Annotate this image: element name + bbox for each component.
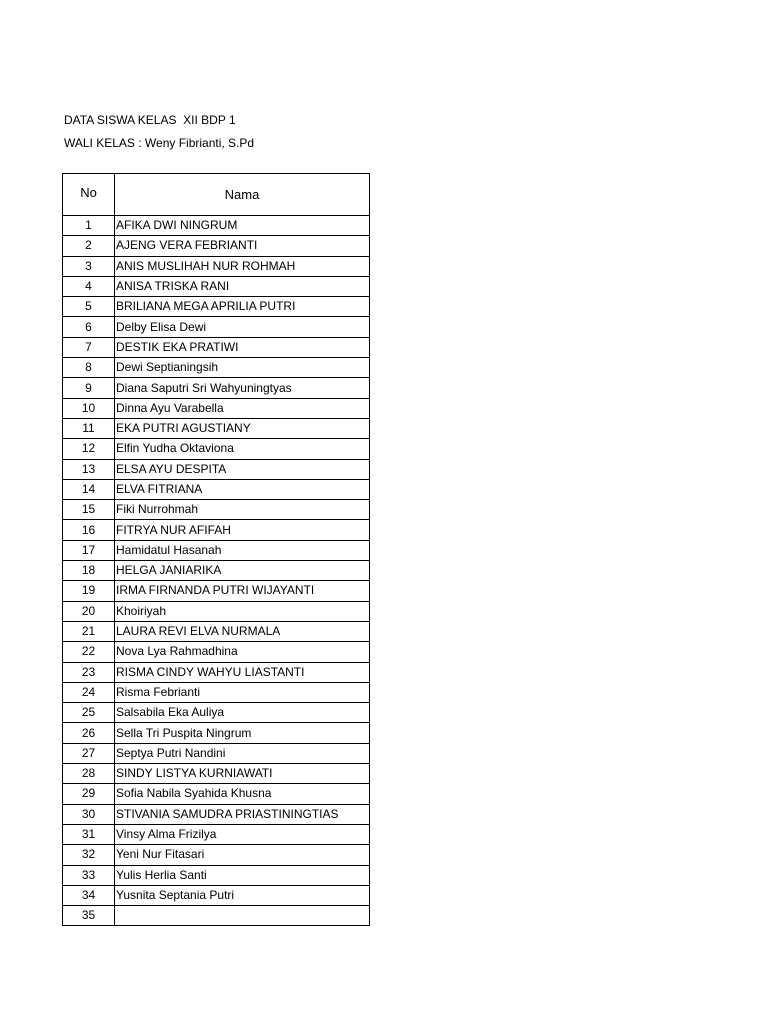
row-number-cell: 19 (63, 581, 115, 601)
student-name-cell: Sella Tri Puspita Ningrum (115, 723, 370, 743)
student-name-cell: Hamidatul Hasanah (115, 540, 370, 560)
row-number-cell: 30 (63, 804, 115, 824)
row-number-cell: 32 (63, 845, 115, 865)
row-number-cell: 31 (63, 824, 115, 844)
row-number-cell: 10 (63, 398, 115, 418)
table-row (63, 723, 370, 743)
row-number-cell: 25 (63, 703, 115, 723)
row-number-cell: 34 (63, 885, 115, 905)
table-row (63, 642, 370, 662)
student-name-cell: BRILIANA MEGA APRILIA PUTRI (115, 297, 370, 317)
row-number-cell: 3 (63, 256, 115, 276)
row-number-cell: 35 (63, 906, 115, 926)
table-row (63, 256, 370, 276)
student-name-cell: DESTIK EKA PRATIWI (115, 337, 370, 357)
student-name-cell: Yulis Herlia Santi (115, 865, 370, 885)
student-name-cell: Yeni Nur Fitasari (115, 845, 370, 865)
row-number-cell: 26 (63, 723, 115, 743)
row-number-cell: 8 (63, 358, 115, 378)
table-row (63, 906, 370, 926)
row-number-cell: 9 (63, 378, 115, 398)
student-name-cell: Fiki Nurrohmah (115, 500, 370, 520)
table-row (63, 540, 370, 560)
student-name-cell: FITRYA NUR AFIFAH (115, 520, 370, 540)
row-number-cell: 24 (63, 682, 115, 702)
table-row (63, 358, 370, 378)
student-name-cell: Septya Putri Nandini (115, 743, 370, 763)
student-name-cell: EKA PUTRI AGUSTIANY (115, 418, 370, 438)
table-row (63, 865, 370, 885)
row-number-cell: 20 (63, 601, 115, 621)
student-name-cell: Vinsy Alma Frizilya (115, 824, 370, 844)
row-number-cell: 11 (63, 418, 115, 438)
table-row (63, 682, 370, 702)
table-row (63, 520, 370, 540)
student-name-cell: SINDY LISTYA KURNIAWATI (115, 764, 370, 784)
student-name-cell: Yusnita Septania Putri (115, 885, 370, 905)
row-number-cell: 13 (63, 459, 115, 479)
student-name-cell: ANIS MUSLIHAH NUR ROHMAH (115, 256, 370, 276)
row-number-cell: 5 (63, 297, 115, 317)
table-row (63, 216, 370, 236)
row-number-cell: 33 (63, 865, 115, 885)
student-name-cell: Khoiriyah (115, 601, 370, 621)
student-name-cell (115, 906, 370, 926)
student-name-cell: ELVA FITRIANA (115, 479, 370, 499)
table-row (63, 236, 370, 256)
row-number-cell: 23 (63, 662, 115, 682)
student-name-cell: ELSA AYU DESPITA (115, 459, 370, 479)
table-row (63, 824, 370, 844)
table-row (63, 418, 370, 438)
student-name-cell: Elfin Yudha Oktaviona (115, 439, 370, 459)
student-name-cell: STIVANIA SAMUDRA PRIASTININGTIAS (115, 804, 370, 824)
table-row (63, 601, 370, 621)
student-table-body (63, 216, 370, 926)
table-row (63, 662, 370, 682)
table-row (63, 479, 370, 499)
table-row (63, 561, 370, 581)
student-name-cell: Sofia Nabila Syahida Khusna (115, 784, 370, 804)
student-name-cell: Risma Febrianti (115, 682, 370, 702)
table-row (63, 276, 370, 296)
row-number-cell: 12 (63, 439, 115, 459)
student-name-cell: IRMA FIRNANDA PUTRI WIJAYANTI (115, 581, 370, 601)
student-name-cell: Diana Saputri Sri Wahyuningtyas (115, 378, 370, 398)
table-row (63, 297, 370, 317)
student-name-cell: Nova Lya Rahmadhina (115, 642, 370, 662)
column-header-name: Nama (115, 174, 370, 216)
row-number-cell: 14 (63, 479, 115, 499)
student-name-cell: AJENG VERA FEBRIANTI (115, 236, 370, 256)
row-number-cell: 17 (63, 540, 115, 560)
student-name-cell: RISMA CINDY WAHYU LIASTANTI (115, 662, 370, 682)
column-header-no: No (63, 174, 115, 216)
table-header-row (63, 174, 370, 216)
row-number-cell: 27 (63, 743, 115, 763)
student-name-cell: Delby Elisa Dewi (115, 317, 370, 337)
table-row (63, 764, 370, 784)
row-number-cell: 15 (63, 500, 115, 520)
student-name-cell: ANISA TRISKA RANI (115, 276, 370, 296)
row-number-cell: 22 (63, 642, 115, 662)
row-number-cell: 6 (63, 317, 115, 337)
table-row (63, 398, 370, 418)
student-name-cell: Dinna Ayu Varabella (115, 398, 370, 418)
row-number-cell: 28 (63, 764, 115, 784)
table-row (63, 743, 370, 763)
table-row (63, 459, 370, 479)
table-row (63, 378, 370, 398)
student-name-cell: Salsabila Eka Auliya (115, 703, 370, 723)
student-name-cell: HELGA JANIARIKA (115, 561, 370, 581)
row-number-cell: 4 (63, 276, 115, 296)
table-row (63, 621, 370, 641)
table-row (63, 581, 370, 601)
table-row (63, 500, 370, 520)
student-name-cell: LAURA REVI ELVA NURMALA (115, 621, 370, 641)
student-name-cell: AFIKA DWI NINGRUM (115, 216, 370, 236)
table-row (63, 439, 370, 459)
homeroom-teacher-line: WALI KELAS : Weny Fibrianti, S.Pd (64, 136, 255, 150)
row-number-cell: 16 (63, 520, 115, 540)
row-number-cell: 2 (63, 236, 115, 256)
row-number-cell: 21 (63, 621, 115, 641)
row-number-cell: 1 (63, 216, 115, 236)
row-number-cell: 29 (63, 784, 115, 804)
student-name-cell: Dewi Septianingsih (115, 358, 370, 378)
table-row (63, 784, 370, 804)
table-row (63, 337, 370, 357)
table-row (63, 885, 370, 905)
row-number-cell: 18 (63, 561, 115, 581)
row-number-cell: 7 (63, 337, 115, 357)
student-table (62, 173, 370, 926)
document-title: DATA SISWA KELAS XII BDP 1 (64, 113, 236, 127)
table-row (63, 703, 370, 723)
table-row (63, 804, 370, 824)
table-row (63, 317, 370, 337)
table-row (63, 845, 370, 865)
